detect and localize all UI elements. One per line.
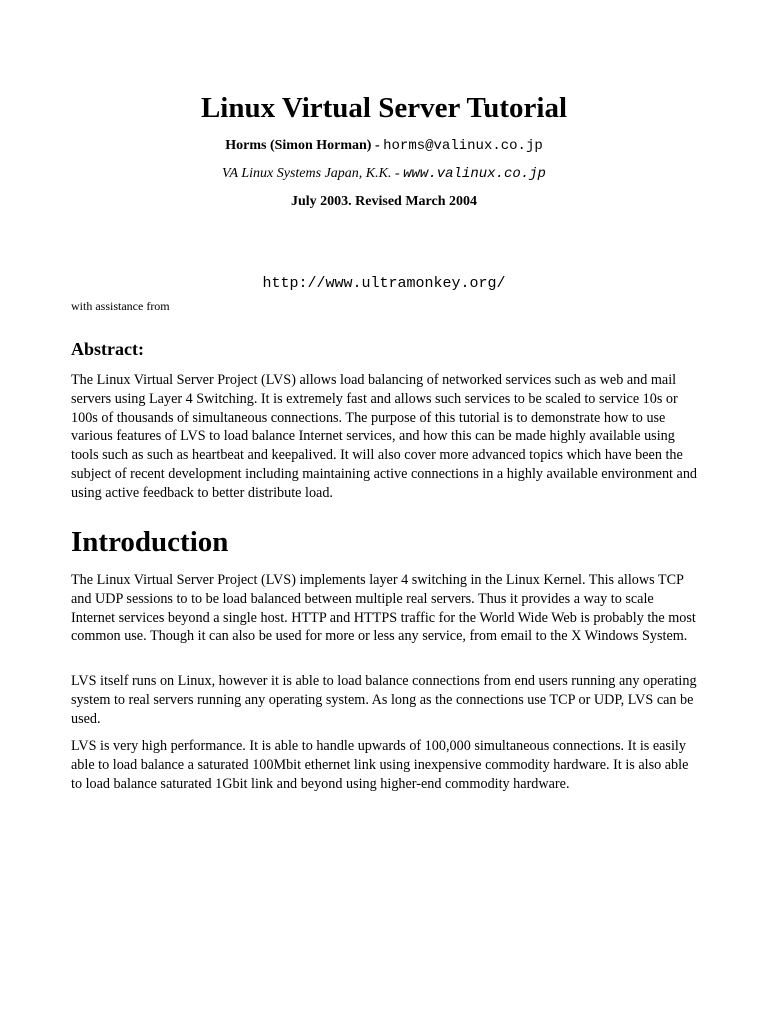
introduction-heading: Introduction [71, 526, 229, 558]
document-title: Linux Virtual Server Tutorial [200, 92, 568, 124]
intro-paragraph: LVS itself runs on Linux, however it is able to load balance connections from end users running any operating system to real servers running any operating system. As long as the connections use TCP or UDP, LVS can be used. [71, 673, 697, 727]
abstract-heading: Abstract: [71, 339, 144, 359]
assistance-note: with assistance from [71, 299, 170, 313]
document-date: July 2003. Revised March 2004 [290, 194, 477, 209]
project-url-line [0, 273, 768, 294]
author-email[interactable]: horms@valinux.co.jp [383, 138, 543, 154]
intro-paragraph: LVS is very high performance. It is able to handle upwards of 100,000 simultaneous connections. It is easily able to load balance a saturated 100Mbit ethernet link using inexpensive commodity hardware. It is also able to load balance saturated 1Gbit link and beyond using higher-end commodity hardware. [71, 738, 689, 792]
author-line [0, 136, 768, 156]
affiliation-org: VA Linux Systems Japan, K.K. - [222, 166, 400, 181]
project-url-link[interactable]: http://www.ultramonkey.org/ [262, 275, 506, 292]
affiliation-url[interactable]: www.valinux.co.jp [403, 166, 546, 182]
author-name: Horms (Simon Horman) - [225, 138, 380, 153]
intro-paragraph: The Linux Virtual Server Project (LVS) implements layer 4 switching in the Linux Kernel. This allows TCP and UDP sessions to to be load balanced between multiple real servers. Thus it provides a way to scale Internet services beyond a single host. HTTP and HTTPS traffic for the World Wide Web is probably the most common use. Though it can also be used for more or less any service, from email to the X Windows System. [71, 572, 696, 645]
affiliation-line [0, 164, 768, 184]
abstract-paragraph: The Linux Virtual Server Project (LVS) allows load balancing of networked services such as web and mail servers using Layer 4 Switching. It is extremely fast and allows such services to be scaled to service 10s or 100s of thousands of simultaneous connections. The purpose of this tutorial is to demonstrate how to use various features of LVS to load balance Internet services, and how this can be made highly available using tools such as such as heartbeat and keepalived. It will also cover more advanced topics which have been the subject of recent development including maintaining active connections in a highly available environment and using active feedback to better distribute load. [71, 372, 698, 501]
